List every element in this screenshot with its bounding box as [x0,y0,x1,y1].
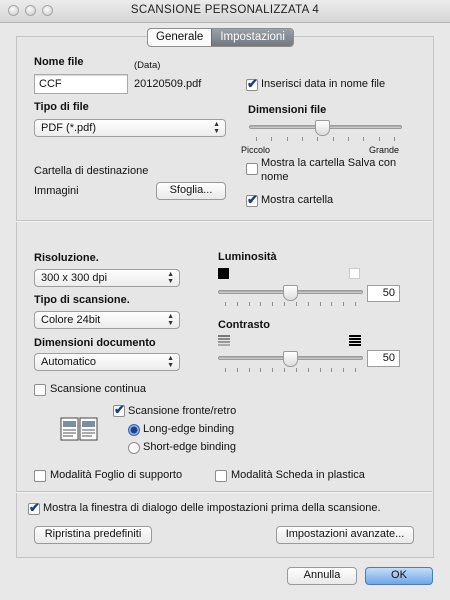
slider-tick [284,368,285,372]
insert-date-label: Inserisci data in nome file [261,78,386,90]
slider-tick [272,368,273,372]
show-save-folder-label-line1: Mostra la cartella Salva con [261,157,397,169]
slider-tick [260,368,261,372]
resolution-value: 300 x 300 dpi [41,272,108,284]
duplex-pages-icon [60,417,98,441]
slider-tick [287,137,288,141]
slider-tick [394,137,395,141]
short-edge-label: Short-edge binding [143,441,236,453]
slider-tick [331,302,332,306]
popup-arrows-icon: ▲ ▼ [167,313,174,327]
file-name-label: Nome file [34,56,84,68]
tab-generale[interactable]: Generale [156,31,204,43]
brightness-slider[interactable] [218,285,363,309]
contrast-value-field[interactable]: 50 [367,350,400,367]
slider-tick [308,302,309,306]
slider-tick [237,368,238,372]
slider-tick [379,137,380,141]
document-size-popup[interactable] [34,353,180,371]
low-contrast-icon [218,335,230,346]
file-type-label: Tipo di file [34,101,89,113]
slider-tick [348,137,349,141]
long-edge-radio[interactable] [128,424,140,436]
date-label: (Data) [134,60,161,71]
slider-tick [320,302,321,306]
scan-type-value: Colore 24bit [41,314,101,326]
destination-label: Cartella di destinazione [34,165,149,177]
slider-tick [249,302,250,306]
continuous-scan-checkbox[interactable] [34,384,46,396]
slider-tick [225,302,226,306]
contrast-slider[interactable] [218,351,363,375]
slider-tick [284,302,285,306]
slider-tick [331,368,332,372]
resolution-popup[interactable] [34,269,180,287]
slider-tick [296,368,297,372]
scan-type-label: Tipo di scansione. [34,294,130,306]
brightness-label: Luminosità [218,251,277,263]
continuous-scan-label: Scansione continua [50,383,147,395]
file-size-min-label: Piccolo [241,145,271,155]
high-contrast-icon [349,335,361,346]
scan-type-popup[interactable] [34,311,180,329]
popup-arrows-icon: ▲ ▼ [213,121,220,135]
duplex-scan-label: Scansione fronte/retro [128,405,237,417]
show-folder-label: Mostra cartella [261,194,334,206]
section-divider [16,491,432,493]
file-type-popup[interactable] [34,119,226,137]
contrast-label: Contrasto [218,319,270,331]
restore-defaults-button[interactable]: Ripristina predefiniti [34,526,152,544]
slider-tick [302,137,303,141]
slider-tick [308,368,309,372]
slider-tick [225,368,226,372]
popup-arrows-icon: ▲ ▼ [167,271,174,285]
file-size-label: Dimensioni file [248,104,327,116]
file-size-slider[interactable] [249,120,402,146]
file-name-suffix: 20120509.pdf [134,78,202,90]
tab-impostazioni[interactable]: Impostazioni [211,29,293,46]
show-dialog-checkbox[interactable] [28,503,40,515]
slider-tick [355,368,356,372]
carrier-sheet-label: Modalità Foglio di supporto [50,469,183,481]
slider-tick [256,137,257,141]
file-name-input[interactable]: CCF [34,74,128,94]
slider-tick [260,302,261,306]
document-size-label: Dimensioni documento [34,337,156,349]
slider-tick [343,302,344,306]
slider-tick [271,137,272,141]
slider-tick [355,302,356,306]
slider-knob[interactable] [315,120,330,136]
destination-folder: Immagini [34,185,79,197]
tab-bar [147,28,294,47]
ok-button[interactable]: OK [365,567,433,585]
plastic-card-checkbox[interactable] [215,470,227,482]
file-type-value: PDF (*.pdf) [41,122,97,134]
section-divider [16,220,432,222]
insert-date-checkbox[interactable] [246,79,258,91]
browse-button[interactable]: Sfoglia... [156,182,226,200]
show-folder-checkbox[interactable] [246,195,258,207]
slider-tick [363,137,364,141]
short-edge-radio[interactable] [128,442,140,454]
window-title: SCANSIONE PERSONALIZZATA 4 [130,4,320,16]
slider-tick [237,302,238,306]
slider-tick [320,368,321,372]
resolution-label: Risoluzione. [34,252,99,264]
carrier-sheet-checkbox[interactable] [34,470,46,482]
advanced-settings-button[interactable]: Impostazioni avanzate... [276,526,414,544]
file-size-max-label: Grande [369,145,400,155]
slider-tick [333,137,334,141]
duplex-scan-checkbox[interactable] [113,405,125,417]
slider-tick [272,302,273,306]
slider-tick [317,137,318,141]
document-size-value: Automatico [41,356,97,368]
show-dialog-label: Mostra la finestra di dialogo delle impostazioni prima della scansione. [43,502,381,514]
plastic-card-label: Modalità Scheda in plastica [231,469,365,481]
light-swatch-icon [349,268,360,279]
slider-tick [343,368,344,372]
slider-knob[interactable] [283,285,298,301]
popup-arrows-icon: ▲ ▼ [167,355,174,369]
slider-tick [296,302,297,306]
long-edge-label: Long-edge binding [143,423,235,435]
cancel-button[interactable]: Annulla [287,567,357,585]
slider-knob[interactable] [283,351,298,367]
brightness-value-field[interactable]: 50 [367,285,400,302]
slider-tick [249,368,250,372]
dark-swatch-icon [218,268,229,279]
show-save-folder-label-line2: nome [261,171,289,183]
show-save-folder-checkbox[interactable] [246,163,258,175]
